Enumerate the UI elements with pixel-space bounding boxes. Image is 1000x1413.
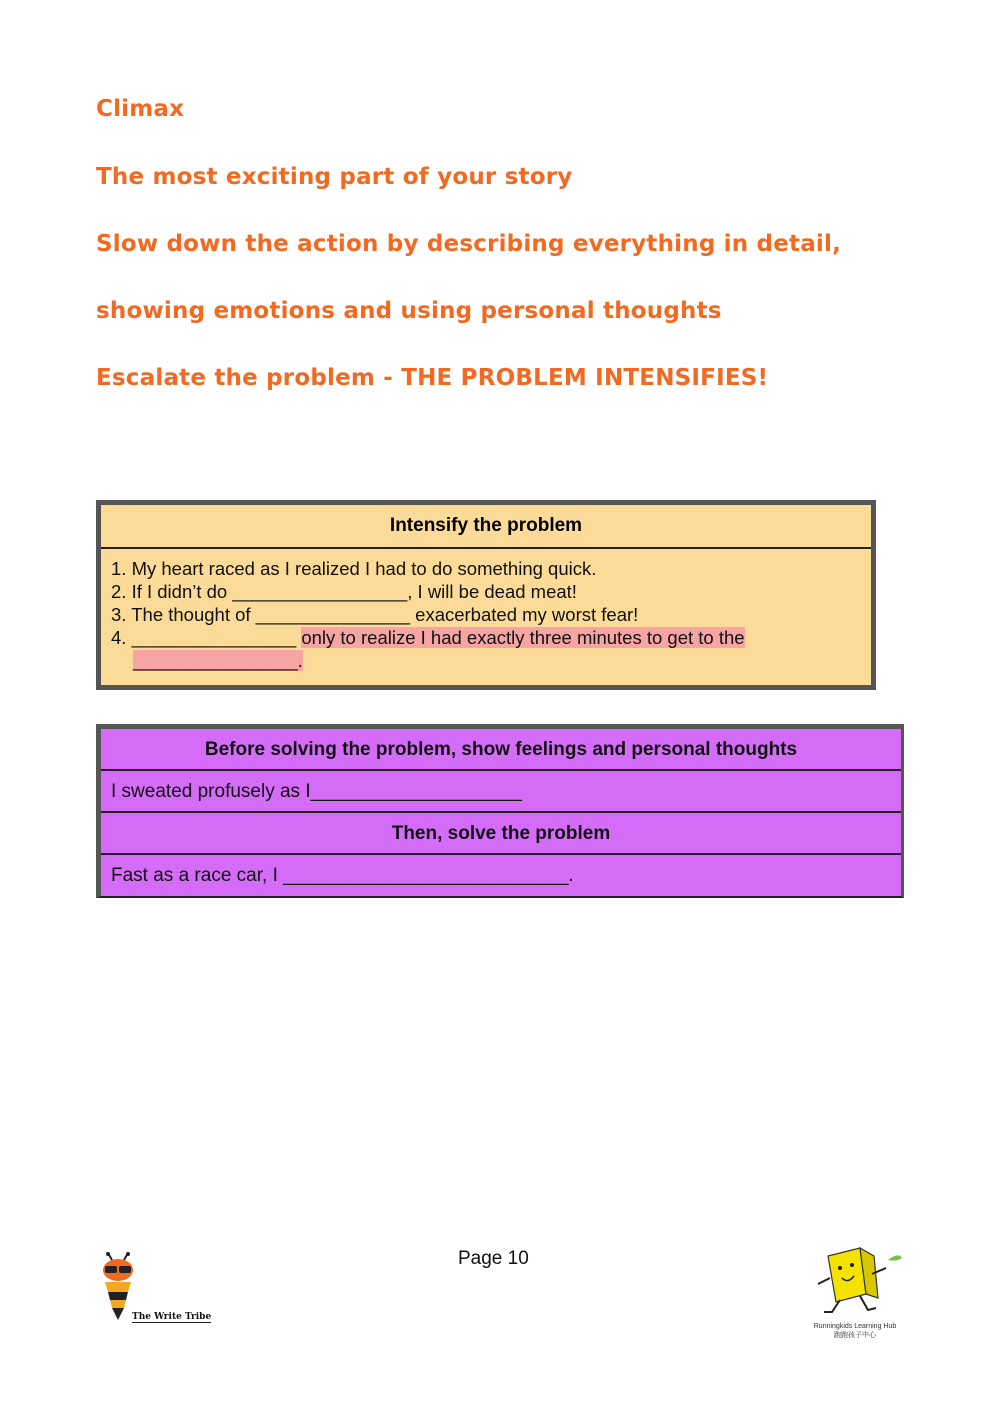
intensify-item-1: 1. My heart raced as I realized I had to do something quick. bbox=[111, 558, 597, 579]
intensify-item-4 bbox=[111, 626, 861, 649]
heading-climax: Climax bbox=[96, 96, 185, 122]
runningkids-text: Runningkids Learning Hub bbox=[813, 1323, 897, 1330]
feelings-row: I sweated profusely as I____________________ bbox=[101, 771, 901, 813]
feelings-header: Before solving the problem, show feelings and personal thoughts bbox=[101, 729, 901, 771]
write-tribe-text: The Write Tribe bbox=[132, 1312, 212, 1322]
write-tribe-logo bbox=[98, 1252, 212, 1327]
running-book-icon bbox=[810, 1242, 910, 1320]
runningkids-logo bbox=[810, 1242, 910, 1342]
intensify-item-4-end: ________________. bbox=[133, 650, 303, 671]
solve-row: Fast as a race car, I ___________________________. bbox=[111, 865, 574, 886]
intensify-title: Intensify the problem bbox=[101, 505, 871, 549]
instruction-line-1: Slow down the action by describing everything in detail, bbox=[96, 231, 842, 257]
page-number: Page 10 bbox=[458, 1248, 529, 1269]
solve-header: Then, solve the problem bbox=[101, 813, 901, 855]
runningkids-text-chinese: 跑跑孩子中心 bbox=[834, 1332, 876, 1339]
feelings-table bbox=[96, 724, 904, 898]
intensify-item-2: 2. If I didn’t do _________________, I will be dead meat! bbox=[111, 581, 577, 602]
intensify-item-4-highlight: only to realize I had exactly three minutes to get to the bbox=[301, 627, 745, 648]
intensify-list bbox=[101, 549, 871, 672]
intensify-problem-table bbox=[96, 500, 876, 690]
heading-subtitle: The most exciting part of your story bbox=[96, 164, 573, 190]
intensify-item-4-continued bbox=[111, 649, 861, 672]
instruction-line-3: Escalate the problem - THE PROBLEM INTENSIFIES! bbox=[96, 365, 769, 391]
instruction-line-2: showing emotions and using personal thoughts bbox=[96, 298, 722, 324]
intensify-item-3: 3. The thought of _______________ exacerbated my worst fear! bbox=[111, 604, 639, 625]
intensify-item-4-start: 4. ________________ bbox=[111, 627, 302, 648]
